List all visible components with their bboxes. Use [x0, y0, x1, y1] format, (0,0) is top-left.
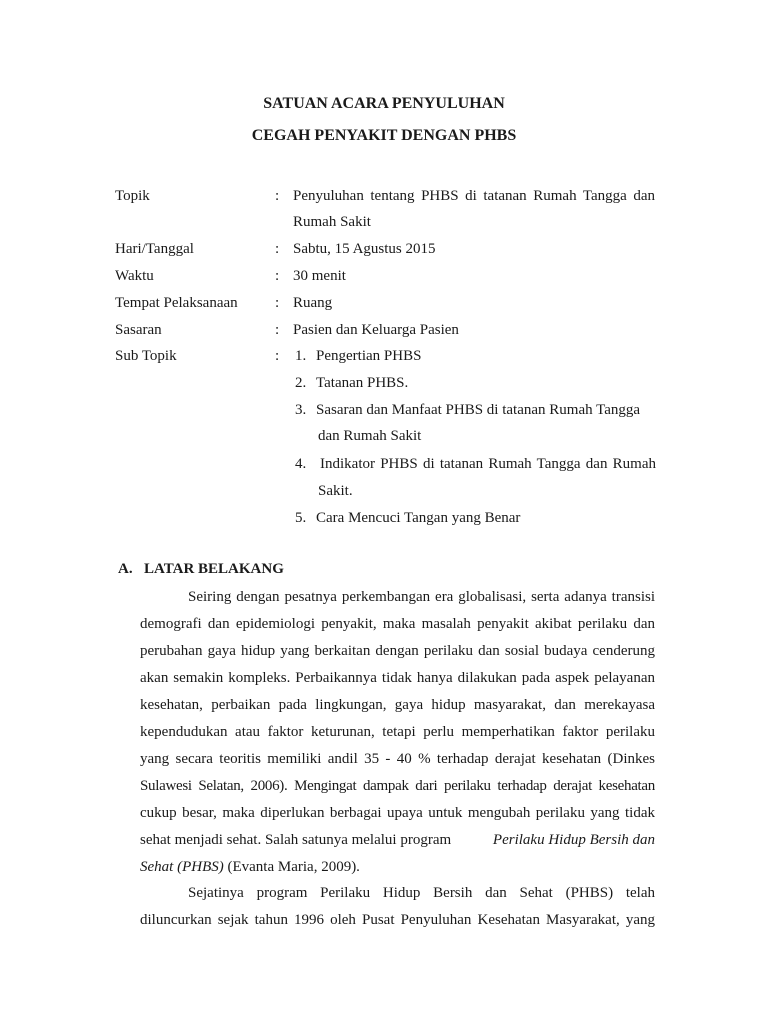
list-item-cont: Sakit. [318, 483, 353, 499]
list-item: Pengertian PHBS [316, 348, 422, 364]
colon: : [275, 188, 280, 204]
list-number: 2. [295, 375, 307, 391]
colon: : [275, 268, 280, 284]
paragraph-line: kesehatan, perbaikan pada lingkungan, gaya hidup masyarakat, dan merekayasa [140, 697, 655, 713]
list-number: 5. [295, 510, 307, 526]
section-marker: A. [118, 561, 133, 577]
italic-term: Perilaku Hidup Bersih dan [492, 832, 655, 848]
list-item-cont: dan Rumah Sakit [318, 428, 422, 444]
document-title: SATUAN ACARA PENYULUHAN [263, 95, 505, 112]
label-tempat: Tempat Pelaksanaan [115, 295, 238, 311]
paragraph-line: kependudukan atau faktor keturunan, tetapi perlu memperhatikan faktor perilaku [140, 724, 655, 740]
paragraph-line: cukup besar, maka diperlukan berbagai upaya untuk mengubah perilaku yang tidak [140, 805, 655, 821]
colon: : [275, 322, 280, 338]
list-item: Cara Mencuci Tangan yang Benar [316, 510, 521, 526]
list-item: Sasaran dan Manfaat PHBS di tatanan Rumah Tangga [316, 402, 641, 418]
list-number: 3. [295, 402, 307, 418]
list-number: 1. [295, 348, 307, 364]
paragraph-line: akan semakin kompleks. Perbaikannya tidak hanya dilakukan pada aspek pelayanan [140, 670, 655, 686]
label-topik: Topik [115, 188, 150, 204]
paragraph-line [140, 854, 655, 881]
paragraph-line: Seiring dengan pesatnya perkembangan era globalisasi, serta adanya transisi [188, 589, 655, 605]
value-hari-tanggal: Sabtu, 15 Agustus 2015 [293, 241, 436, 257]
label-sub-topik: Sub Topik [115, 348, 177, 364]
list-number: 4. [295, 456, 307, 472]
paragraph-line [140, 827, 655, 854]
colon: : [275, 348, 280, 364]
citation: (Evanta Maria, 2009). [223, 859, 360, 875]
list-item: Indikator PHBS di tatanan Rumah Tangga dan Rumah [320, 456, 656, 472]
paragraph-line: Sulawesi Selatan, 2006). Mengingat dampak dari perilaku terhadap derajat kesehatan [140, 778, 655, 794]
value-waktu: 30 menit [293, 268, 346, 284]
paragraph-line: perubahan gaya hidup yang berkaitan dengan perilaku dan sosial budaya cenderung [140, 643, 655, 659]
document-subtitle: CEGAH PENYAKIT DENGAN PHBS [251, 127, 517, 144]
label-waktu: Waktu [115, 268, 154, 284]
paragraph-text: sehat menjadi sehat. Salah satunya melalui program [140, 832, 452, 848]
colon: : [275, 295, 280, 311]
value-topik: Penyuluhan tentang PHBS di tatanan Rumah Tangga dan [293, 188, 655, 204]
paragraph-line: demografi dan epidemiologi penyakit, maka masalah penyakit akibat perilaku dan [140, 616, 655, 632]
italic-term: Sehat (PHBS) [140, 859, 224, 875]
list-item: Tatanan PHBS. [316, 375, 409, 391]
label-hari-tanggal: Hari/Tanggal [115, 241, 194, 257]
paragraph-line: Sejatinya program Perilaku Hidup Bersih dan Sehat (PHBS) telah [188, 885, 655, 901]
value-sasaran: Pasien dan Keluarga Pasien [293, 322, 459, 338]
value-topik-cont: Rumah Sakit [293, 214, 371, 230]
paragraph-line: yang secara teoritis memiliki andil 35 - 40 % terhadap derajat kesehatan (Dinkes [140, 751, 655, 767]
paragraph-line: diluncurkan sejak tahun 1996 oleh Pusat Penyuluhan Kesehatan Masyarakat, yang [140, 912, 655, 928]
section-heading: LATAR BELAKANG [144, 561, 284, 577]
label-sasaran: Sasaran [115, 322, 162, 338]
value-tempat: Ruang [293, 295, 333, 311]
colon: : [275, 241, 280, 257]
